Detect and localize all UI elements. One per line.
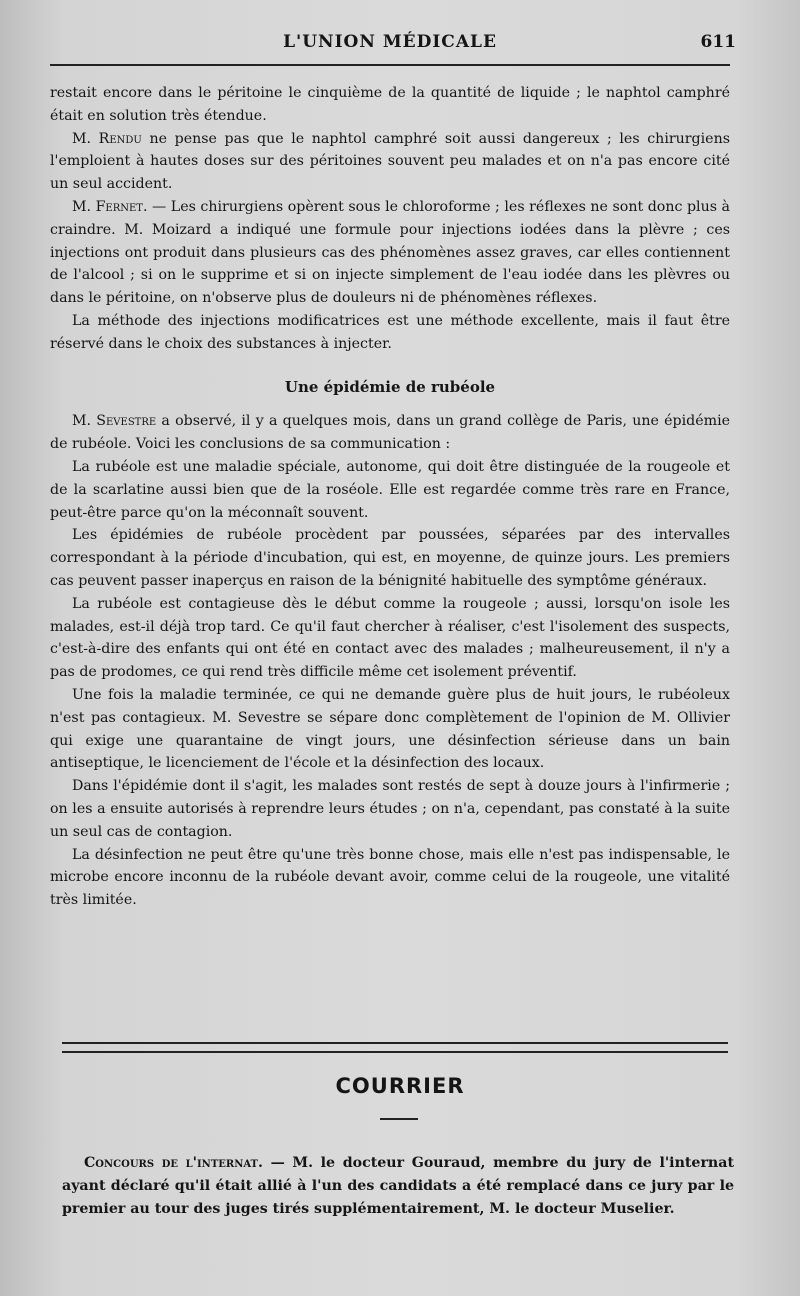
- courrier-section: [62, 1152, 734, 1220]
- courrier-heading: COURRIER: [335, 1074, 465, 1098]
- running-title: L'UNION MÉDICALE: [283, 32, 497, 52]
- paragraph: M. Rendu ne pense pas que le naphtol camphré soit aussi dangereux ; les chirurgiens l'emploient à hautes doses sur des péritoines souvent peu malades et on n'a pas encore cité un seul accident.: [50, 130, 730, 193]
- header-rule: [50, 64, 730, 66]
- article-body: [50, 82, 730, 912]
- speaker-name: M. Rendu: [72, 130, 142, 147]
- section-divider: [62, 1042, 728, 1053]
- paragraph: La rubéole est une maladie spéciale, autonome, qui doit être distinguée de la rougeole et de la scarlatine aussi bien que de la roséole. Elle est regardée comme très rare en France, peut-être parce qu'on la méconnaît souvent.: [50, 458, 730, 521]
- paragraph: La rubéole est contagieuse dès le début comme la rougeole ; aussi, lorsqu'on isole les malades, est-il déjà trop tard. Ce qu'il faut chercher à réaliser, c'est l'isolement des suspects, c'est-à-dire des enfants qui ont été en contact avec des malades ; malheureusement, il n'y a pas de prodomes, ce qui rend très difficile même cet isolement préventif.: [50, 595, 730, 681]
- paragraph: Concours de l'internat. — M. le docteur Gouraud, membre du jury de l'internat ayant déclaré qu'il était allié à l'un des candidats a été remplacé dans ce jury par le premier au tour des juges tirés supplémentairement, M. le docteur Muselier.: [62, 1155, 734, 1217]
- page-header: [50, 30, 736, 66]
- paragraph: Une fois la maladie terminée, ce qui ne demande guère plus de huit jours, le rubéoleux n'est pas contagieux. M. Sevestre se sépare donc complètement de l'opinion de M. Ollivier qui exige une quarantaine de vingt jours, une désinfection sérieuse dans un bain antiseptique, le licenciement de l'école et la désinfection des locaux.: [50, 686, 730, 772]
- paragraph: La méthode des injections modificatrices est une méthode excellente, mais il faut être réservé dans le choix des substances à injecter.: [50, 312, 730, 352]
- speaker-name: M. Fernet.: [72, 198, 148, 215]
- section-heading: Une épidémie de rubéole: [284, 377, 496, 396]
- paragraph: restait encore dans le péritoine le cinquième de la quantité de liquide ; le naphtol camphré était en solution très étendue.: [50, 85, 730, 124]
- page-number: 611: [700, 32, 736, 52]
- paragraph: M. Sevestre a observé, il y a quelques mois, dans un grand collège de Paris, une épidémie de rubéole. Voici les conclusions de sa communication :: [50, 413, 731, 453]
- paragraph: La désinfection ne peut être qu'une très bonne chose, mais elle n'est pas indispensable, le microbe encore inconnu de la rubéole devant avoir, comme celui de la rougeole, une vitalité très limitée.: [50, 846, 730, 909]
- speaker-name: M. Sevestre: [72, 413, 157, 430]
- heading-underline: [380, 1118, 418, 1120]
- notice-title: Concours de l'internat.: [84, 1155, 263, 1171]
- paragraph: M. Fernet. — Les chirurgiens opèrent sous le chloroforme ; les réflexes ne sont donc plus à craindre. M. Moizard a indiqué une formule pour injections iodées dans la plèvre ; ces injections ont produit dans plusieurs cas des phénomènes assez graves, car elles contiennent de l'alcool ; si on le supprime et si on injecte simplement de l'eau iodée dans les plèvres ou dans le péritoine, on n'observe plus de douleurs ni de phénomènes réflexes.: [50, 198, 731, 307]
- paragraph: Dans l'épidémie dont il s'agit, les malades sont restés de sept à douze jours à l'infirmerie ; on les a ensuite autorisés à reprendre leurs études ; on n'a, cependant, pas constaté à la suite un seul cas de contagion.: [50, 778, 730, 840]
- paragraph: Les épidémies de rubéole procèdent par poussées, séparées par des intervalles correspondant à la période d'incubation, qui est, en moyenne, de quinze jours. Les premiers cas peuvent passer inaperçus en raison de la bénignité habituelle des symptôme généraux.: [50, 527, 730, 589]
